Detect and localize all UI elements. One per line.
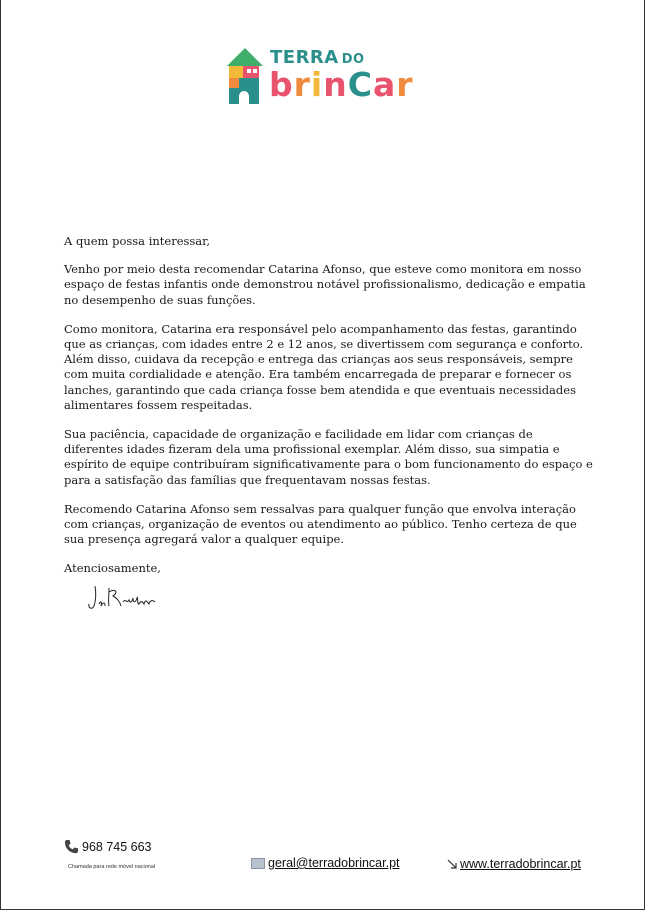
arrow-icon xyxy=(446,858,458,870)
website-link[interactable]: www.terradobrincar.pt xyxy=(460,857,581,871)
company-logo xyxy=(225,46,425,106)
letter-body xyxy=(64,234,594,591)
letter-greeting: A quem possa interessar, xyxy=(64,234,211,248)
logo-letter: C xyxy=(347,65,373,104)
logo-word-do: DO xyxy=(341,52,365,67)
handwritten-signature xyxy=(87,580,157,618)
letter-paragraph: Recomendo Catarina Afonso sem ressalvas para qualquer função que envolva interação com crianças, organização de eventos ou atendimento ao público. Tenho certeza de que sua presença agregará valor a qualquer equipe. xyxy=(64,501,577,547)
logo-letter: r xyxy=(396,65,414,104)
logo-letter: a xyxy=(372,65,397,104)
phone-icon xyxy=(64,839,79,854)
letter-paragraph: Sua paciência, capacidade de organização e facilidade em lidar com crianças de diferentes idades fizeram dela uma profissional exemplar. Além disso, sua simpatia e espírito de equipe contribuíram significativamente para o bom funcionamento do espaço e para a satisfação das famílias que frequentavam nossas festas. xyxy=(64,427,593,487)
logo-letter: b xyxy=(269,65,294,104)
phone-note: Chamada para rede móvel nacional xyxy=(68,864,156,870)
email-icon xyxy=(251,858,265,869)
logo-letter: n xyxy=(323,65,348,104)
footer xyxy=(1,836,647,886)
footer-email xyxy=(251,856,400,870)
logo-word-terra: TERRA xyxy=(270,47,339,68)
house-logo-icon xyxy=(225,46,265,104)
logo-letter: r xyxy=(293,65,311,104)
logo-letter: i xyxy=(310,65,324,104)
letter-closing: Atenciosamente, xyxy=(64,561,161,576)
letter-paragraph: Como monitora, Catarina era responsável pelo acompanhamento das festas, garantindo que as crianças, com idades entre 2 e 12 anos, se divertissem com segurança e conforto. Além disso, cuidava da recepção e entrega das crianças aos seus responsáveis, sempre com muita cordialidade e atenção. Era também encarregada de preparar e fornecer os lanches, garantindo que cada criança fosse bem atendida e que eventuais necessidades alimentares fossem respeitadas. xyxy=(64,321,584,412)
footer-website xyxy=(446,857,581,871)
footer-phone xyxy=(64,839,152,854)
phone-number: 968 745 663 xyxy=(82,839,152,854)
logo-title-bottom xyxy=(269,65,414,104)
email-link[interactable]: geral@terradobrincar.pt xyxy=(268,856,400,870)
letter-paragraph: Venho por meio desta recomendar Catarina Afonso, que esteve como monitora em nosso espaço de festas infantis onde demonstrou notável profissionalismo, dedicação e empatia no desempenho de suas funções. xyxy=(64,262,586,307)
